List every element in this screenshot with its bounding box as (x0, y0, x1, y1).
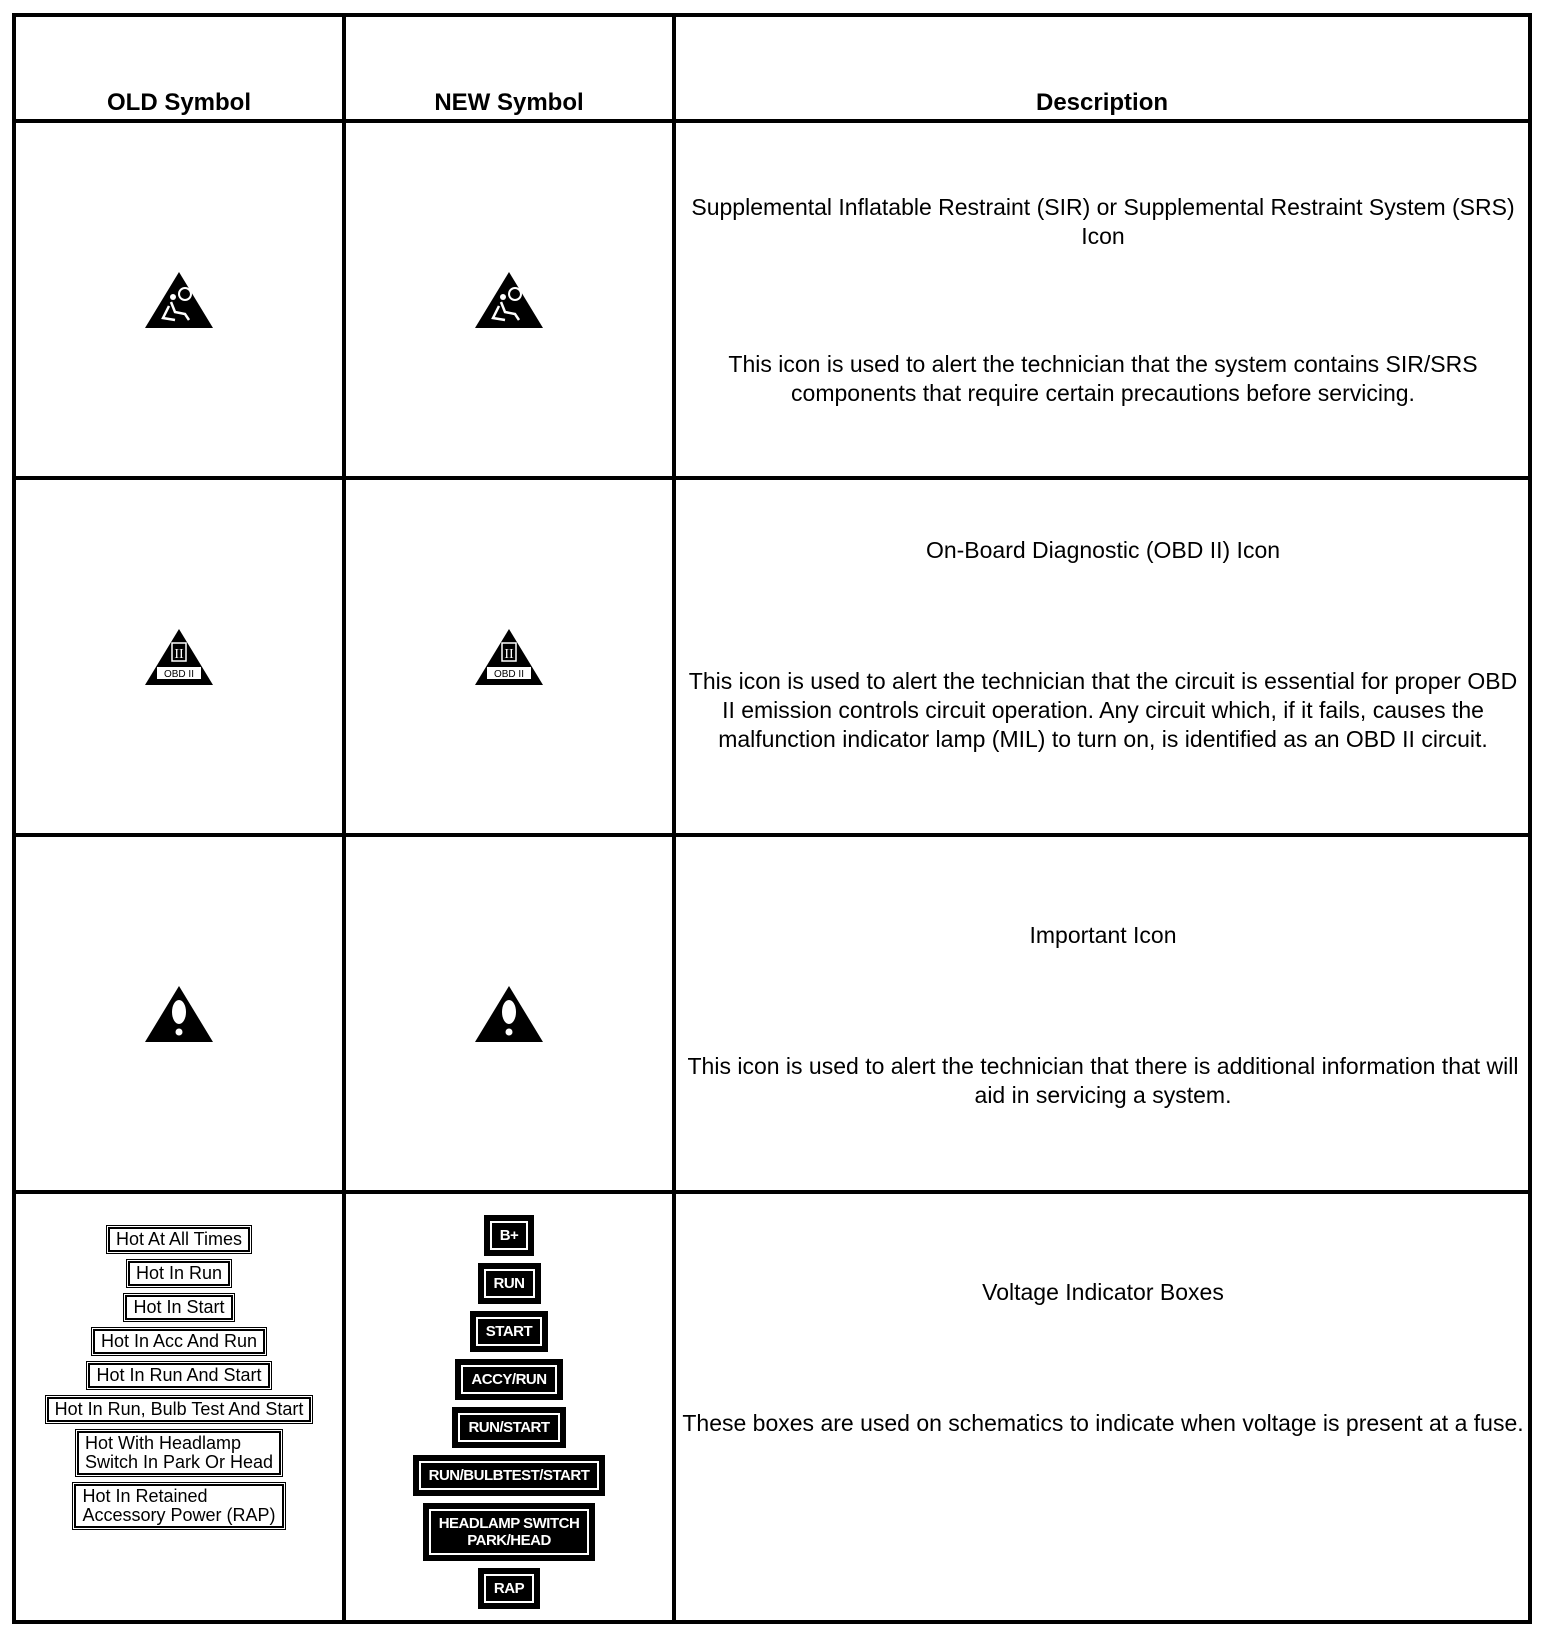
important-exclamation-icon (475, 986, 543, 1042)
sir-srs-airbag-icon (475, 272, 543, 328)
obd-roman-label: II (174, 646, 184, 662)
new-sir-cell (346, 123, 672, 476)
obd-ii-icon (145, 629, 213, 685)
important-title: Important Icon (1029, 922, 1177, 948)
new-obd-cell (346, 480, 672, 833)
old-voltage-box: Hot In Run And Start (88, 1363, 269, 1388)
old-voltage-box: Hot With Headlamp Switch In Park Or Head (77, 1431, 281, 1475)
new-voltage-box: ACCY/RUN (455, 1359, 562, 1400)
new-voltage-box: HEADLAMP SWITCH PARK/HEAD (423, 1503, 596, 1561)
obd-ii-icon (475, 629, 543, 685)
column-divider (672, 17, 676, 1620)
old-voltage-box: Hot At All Times (108, 1227, 250, 1252)
obd-body: This icon is used to alert the technician that the circuit is essential for proper OBD II emission controls circuit operation. Any circuit which, if it fails, causes the malfunction indicator lamp (MIL) to turn on, is identified as an OBD II circuit. (688, 668, 1518, 752)
new-important-cell (346, 837, 672, 1190)
obd-title: On-Board Diagnostic (OBD II) Icon (925, 537, 1281, 563)
new-voltage-boxes (346, 1215, 672, 1616)
new-voltage-box: RUN (478, 1263, 541, 1304)
row-divider (16, 1190, 1528, 1194)
sir-srs-airbag-icon (145, 272, 213, 328)
important-exclamation-icon (145, 986, 213, 1042)
sir-title: Supplemental Inflatable Restraint (SIR) or Supplemental Restraint System (SRS) Icon (691, 194, 1515, 249)
header-new-symbol: NEW Symbol (434, 89, 584, 116)
old-voltage-box: Hot In Run, Bulb Test And Start (47, 1397, 312, 1422)
symbol-table (12, 13, 1532, 1624)
obd-label: OBD II (493, 668, 525, 680)
voltage-body: These boxes are used on schematics to indicate when voltage is present at a fuse. (682, 1410, 1524, 1436)
old-voltage-box: Hot In Acc And Run (93, 1329, 265, 1354)
header-description: Description (1035, 89, 1169, 116)
obd-roman-label: II (504, 646, 514, 662)
old-sir-cell (16, 123, 342, 476)
new-voltage-box: RAP (478, 1568, 540, 1609)
important-body: This icon is used to alert the technician that there is additional information that will aid in servicing a system. (687, 1053, 1519, 1108)
new-voltage-box: RUN/START (452, 1407, 565, 1448)
old-voltage-box: Hot In Retained Accessory Power (RAP) (74, 1484, 283, 1528)
old-voltage-box: Hot In Run (128, 1261, 230, 1286)
old-obd-cell (16, 480, 342, 833)
obd-label: OBD II (163, 668, 195, 680)
header-old-symbol: OLD Symbol (106, 89, 251, 116)
old-voltage-boxes (16, 1227, 342, 1537)
old-voltage-box: Hot In Start (125, 1295, 232, 1320)
voltage-title: Voltage Indicator Boxes (982, 1279, 1224, 1305)
sir-body: This icon is used to alert the technician that the system contains SIR/SRS components that require certain precautions before servicing. (728, 351, 1478, 406)
old-important-cell (16, 837, 342, 1190)
new-voltage-box: RUN/BULBTEST/START (413, 1455, 606, 1496)
new-voltage-box: B+ (484, 1215, 535, 1256)
new-voltage-box: START (470, 1311, 548, 1352)
